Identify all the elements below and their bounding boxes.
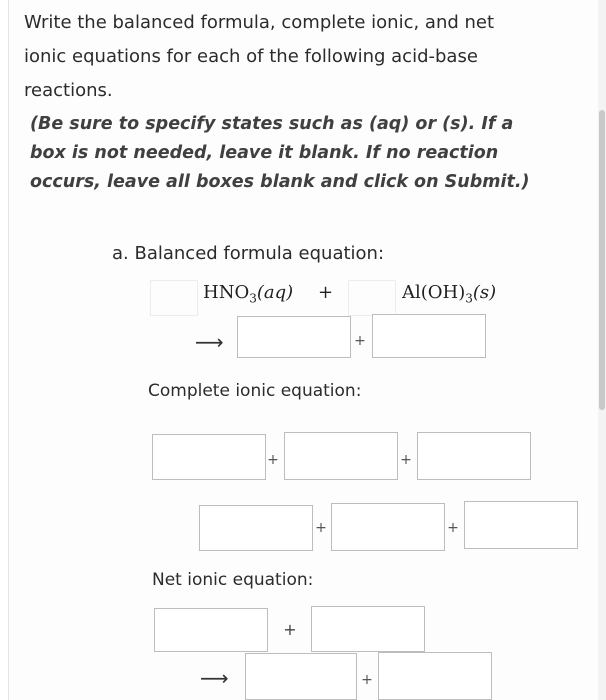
net-ionic-reactant-2-input[interactable] — [311, 606, 425, 652]
reactant-aloh3-state: (s) — [472, 282, 497, 303]
complete-ionic-label: Complete ionic equation: — [148, 381, 362, 401]
net-ionic-plus-1: + — [283, 620, 297, 639]
net-ionic-label: Net ionic equation: — [152, 570, 314, 590]
product-plus-sign: + — [354, 333, 366, 349]
complete-ionic-plus-2: + — [400, 452, 412, 468]
complete-ionic-product-3-input[interactable] — [464, 501, 578, 549]
net-ionic-reactant-1-input[interactable] — [154, 608, 268, 652]
scrollbar[interactable] — [598, 0, 606, 700]
reactant-plus-sign: + — [318, 282, 334, 303]
hidden-coefficient-box — [150, 280, 198, 316]
complete-ionic-reactant-2-input[interactable] — [284, 432, 398, 480]
question-intro: Write the balanced formula, complete ionic, and net ionic equations for each of the following acid-base reactions. — [24, 12, 495, 101]
balanced-product-1-input[interactable] — [237, 316, 351, 358]
complete-ionic-plus-3: + — [315, 520, 327, 536]
complete-ionic-product-2-input[interactable] — [331, 503, 445, 551]
part-a-label: a. Balanced formula equation: — [112, 243, 385, 264]
net-ionic-product-1-input[interactable] — [245, 653, 357, 700]
scrollbar-thumb[interactable] — [599, 110, 605, 410]
reactant-hno3-state: (aq) — [256, 282, 294, 303]
reaction-arrow: ⟶ — [195, 330, 224, 354]
net-ionic-plus-2: + — [361, 672, 373, 688]
complete-ionic-plus-4: + — [447, 520, 459, 536]
complete-ionic-reactant-3-input[interactable] — [417, 432, 531, 480]
complete-ionic-plus-1: + — [267, 452, 279, 468]
complete-ionic-reactant-1-input[interactable] — [152, 434, 266, 480]
reactant-hno3-subscript: 3 — [249, 291, 257, 306]
hidden-coefficient-box-2 — [348, 280, 396, 316]
complete-ionic-product-1-input[interactable] — [199, 505, 313, 551]
net-ionic-arrow: ⟶ — [200, 666, 229, 690]
net-ionic-product-2-input[interactable] — [378, 652, 492, 700]
reactant-aloh3 — [402, 278, 496, 314]
balanced-product-2-input[interactable] — [372, 314, 486, 358]
reactant-aloh3-formula: Al(OH) — [402, 282, 466, 303]
reactant-hno3 — [203, 278, 293, 314]
reactant-aloh3-subscript: 3 — [465, 291, 473, 306]
reactant-hno3-formula: HNO — [203, 282, 250, 303]
question-instructions: (Be sure to specify states such as (aq) or (s). If a box is not needed, leave it blank. If no reaction occurs, leave all boxes blank and click on Submit.) — [30, 114, 530, 192]
